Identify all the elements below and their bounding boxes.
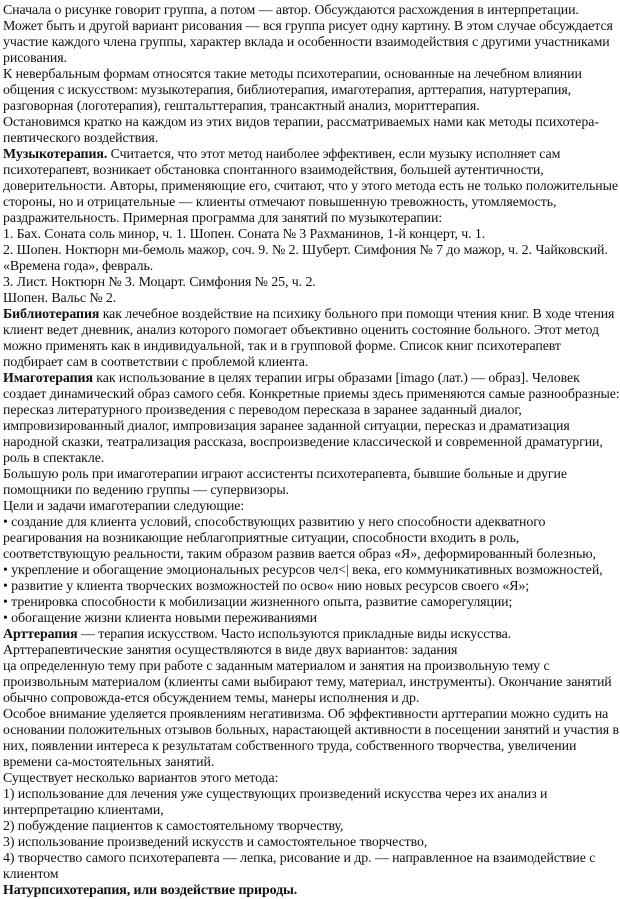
paragraph-music-therapy	[3, 147, 620, 227]
paragraph-group-drawing: Может быть и другой вариант рисования — вся группа рисует одну картину. В этом случае обсуждается участие каждого члена группы, характер вклада и особенности взаимодействия с другими участниками рисования.	[3, 19, 613, 66]
paragraph-body: — терапия искусством. Часто используются прикладные виды искусства. Арттерапевтические занятия осуществляются в виде двух вариантов: задания	[3, 627, 512, 658]
term-bibliotherapy: Библиотерапия	[3, 307, 100, 322]
program-item-3-continued: Шопен. Вальс № 2.	[3, 291, 117, 306]
paragraph-body: как лечебное воздействие на психику больного при помощи чтения книг. В ходе чтения клиент ведет дневник, анализ которого помогает объективно оценить состояние больного. Этот метод можно применять как в индивидуальной, так и в групповой форме. Список книг психотерапевт подбирает сам в соответствии с проблемой клиента.	[3, 307, 615, 370]
term-nature-therapy: Натурпсихотерапия, или воздействие природы.	[3, 883, 298, 898]
paragraph-imagotherapy	[3, 371, 620, 467]
list-item-variant: 4) творчество самого психотерапевта — лепка, рисование и др. — направленное на взаимодействие с клиентом	[3, 851, 596, 882]
list-item-goal: • укрепление и обогащение эмоциональных ресурсов чел<| века, его коммуникативных возможностей,	[3, 563, 603, 578]
paragraph-art-therapy	[3, 627, 620, 659]
list-item-variant: 3) использование произведений искусств и самостоятельное творчество,	[3, 835, 428, 850]
list-item-goal: • тренировка способности к мобилизации жизненного опыта, развитие саморегуляции;	[3, 595, 513, 610]
program-item-2: 2. Шопен. Ноктюрн ми-бемоль мажор, соч. 9. № 2. Шуберт. Симфония № 7 до мажор, ч. 2. Чайковский. «Времена года», февраль.	[3, 243, 608, 274]
term-art-therapy: Арттерапия	[3, 627, 78, 642]
term-imagotherapy: Имаготерапия	[3, 371, 93, 386]
paragraph-assistants: Большую роль при имаготерапии играют ассистенты психотерапевта, бывшие больные и другие помощники по ведению группы — супервизоры.	[3, 467, 567, 498]
section-heading-nature-therapy	[3, 883, 620, 899]
program-item-3: 3. Лист. Ноктюрн № 3. Моцарт. Симфония № 25, ч. 2.	[3, 275, 316, 290]
paragraph-overview: Остановимся кратко на каждом из этих видов терапии, рассматриваемых нами как методы психотера-певтического воздействия.	[3, 115, 599, 146]
paragraph-variants-heading: Существует несколько вариантов этого метода:	[3, 771, 279, 786]
paragraph-nonverbal-methods: К невербальным формам относятся такие методы психотерапии, основанные на лечебном влиянии общения с искусством: музыкотерапия, библиотерапия, имаготерапия, арттерапия, натуртерапия, разговорная (логотерапия), гештальттерапия, трансактный анализ, мориттерапия.	[3, 67, 582, 114]
list-item-goal: • создание для клиента условий, способствующих развитию у него способности адекватного реагирования на возникающие неблагоприятные ситуации, способности входить в роль, соответствующую реальности, таким образом развив вается образ «Я», деформированный болезнью,	[3, 515, 596, 562]
paragraph-bibliotherapy	[3, 307, 620, 371]
list-item-variant: 2) побуждение пациентов к самостоятельному творчеству,	[3, 819, 344, 834]
paragraph-goals-heading: Цели и задачи имаготерапии следующие:	[3, 499, 245, 514]
paragraph-body: как использование в целях терапии игры образами [imago (лат.) — образ]. Человек создает динамический образ самого себя. Конкретные приемы здесь применяются самые разнообразные: пересказ литературного произведения с переводом пересказа в заранее заданный диалог, импровизированный диалог, импровизация заранее заданной ситуации, пересказ и драматизация народной сказки, театрализация рассказа, воспроизведение классической и современной драматургии, роль в спектакле.	[3, 371, 620, 466]
list-item-goal: • развитие у клиента творческих возможностей по осво« нию новых ресурсов своего «Я»;	[3, 579, 530, 594]
program-item-1: 1. Бах. Соната соль минор, ч. 1. Шопен. Соната № 3 Рахманинов, 1-й концерт, ч. 1.	[3, 227, 486, 242]
paragraph-art-therapy-continued: ца определенную тему при работе с заданным материалом и занятия на произвольную тему с произвольным материалом (клиенты сами выбирают тему, материал, инструменты). Окончание занятий обычно сопровожда-ется обсуждением темы, манеры исполнения и др.	[3, 659, 612, 706]
term-music-therapy: Музыкотерапия.	[3, 147, 108, 162]
paragraph-body: Считается, что этот метод наиболее эффективен, если музыку исполняет сам психотерапевт, возникает обстановка спонтанного взаимодействия, большей аутентичности, доверительности. Авторы, применяющие его, считают, что у этого метода есть не только положительные стороны, но и отрицательные — клиенты отмечают повышенную тревожность, утомляемость, раздражительность. Примерная программа для занятий по музыкотерапии:	[3, 147, 618, 226]
paragraph-group-discussion: Сначала о рисунке говорит группа, а потом — автор. Обсуждаются расхождения в интерпретации.	[3, 3, 579, 18]
list-item-goal: • обогащение жизни клиента новыми переживаниями	[3, 611, 317, 626]
list-item-variant: 1) использование для лечения уже существующих произведений искусства через их анализ и интерпретацию клиентами,	[3, 787, 548, 818]
paragraph-negativism: Особое внимание уделяется проявлениям негативизма. Об эффективности арттерапии можно судить на основании положительных отзывов больных, нарастающей активности в посещении занятий и участия в них, появлении интереса к результатам собственного труда, собственного творчества, увеличении времени са-мостоятельных занятий.	[3, 707, 619, 770]
